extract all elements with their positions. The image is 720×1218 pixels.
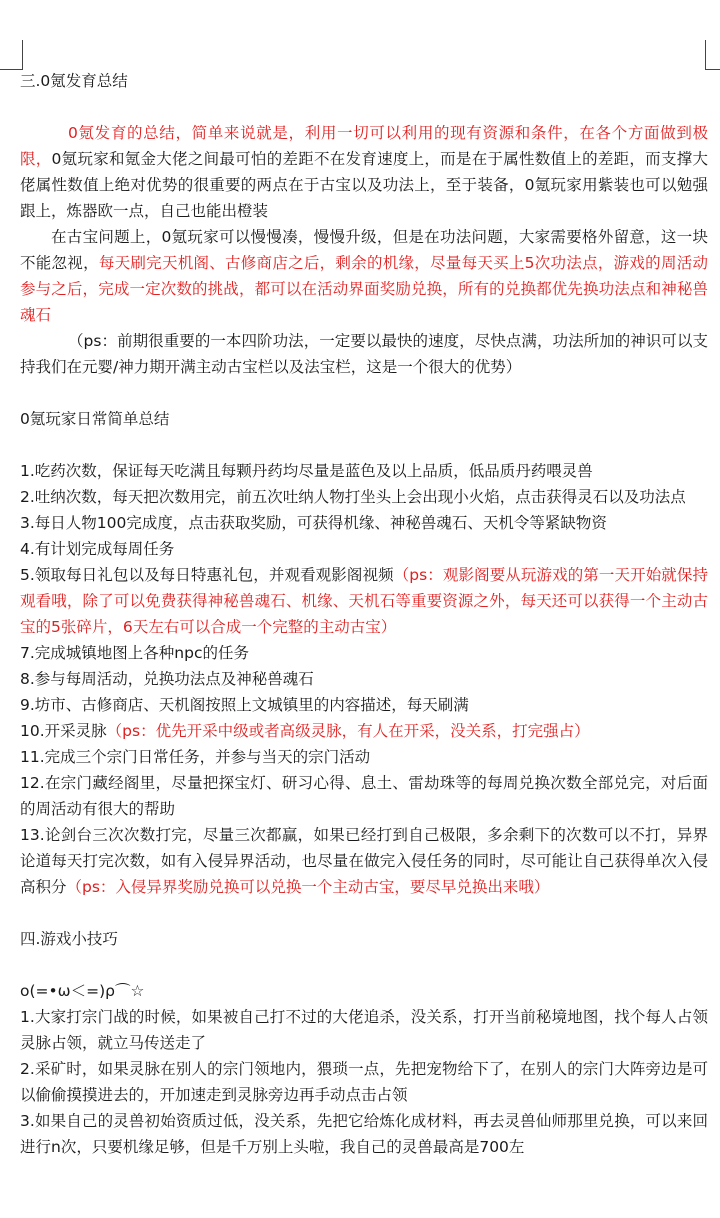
daily-task-item — [20, 536, 708, 562]
body-text: 12.在宗门藏经阁里，尽量把探宝灯、研习心得、息土、雷劫珠等的每周兑换次数全部兑完，对后面的周活动有很大的帮助 — [20, 774, 708, 818]
tip-item: 1.大家打宗门战的时候，如果被自己打不过的大佬追杀，没关系，打开当前秘境地图，找个每人占领灵脉占领，就立马传送走了 — [20, 1008, 708, 1052]
daily-task-item — [20, 666, 708, 692]
tip-item: 3.如果自己的灵兽初始资质过低，没关系，先把它给炼化成材料，再去灵兽仙师那里兑换，可以来回进行n次，只要机缘足够，但是千万别上头啦，我自己的灵兽最高是700左 — [20, 1112, 708, 1156]
kaomoji-line: o(=•ω＜=)ρ⌒☆ — [20, 982, 145, 1000]
body-text: 2.吐纳次数，每天把次数用完，前五次吐纳人物打坐头上会出现小火焰，点击获得灵石以及功法点 — [20, 488, 686, 506]
tip-item: 2.采矿时，如果灵脉在别人的宗门领地内，猥琐一点，先把宠物给下了，在别人的宗门大阵旁边是可以偷偷摸摸进去的，开加速走到灵脉旁边再手动点击占领 — [20, 1060, 708, 1104]
section-3-title: 三.0氪发育总结 — [20, 72, 128, 90]
body-text: 4.有计划完成每周任务 — [20, 540, 175, 558]
body-text: 7.完成城镇地图上各种npc的任务 — [20, 644, 249, 662]
body-text: 3.每日人物100完成度，点击获取奖励，可获得机缘、神秘兽魂石、天机令等紧缺物资 — [20, 514, 607, 532]
body-text: 0氪玩家和氪金大佬之间最可怕的差距不在发育速度上，而是在于属性数值上的差距，而支撑大佬属性数值上绝对优势的很重要的两点在于古宝以及功法上，至于装备，0氪玩家用紫装也可以勉强跟上，炼器欧一点，自己也能出橙装 — [20, 150, 708, 220]
highlight-text: （ps：优先开采中级或者高级灵脉，有人在开采，没关系，打完强占） — [106, 722, 590, 740]
body-text: 在古宝问题上，0氪玩家可以慢慢凑，慢慢升级，但是在功法问题，大家需要格外留意，这一块不能忽视， — [20, 228, 708, 272]
body-text: 13.论剑台三次次数打完，尽量三次都赢，如果已经打到自己极限，多余剩下的次数可以不打，异界论道每天打完次数，如有入侵异界活动，也尽量在做完入侵任务的同时，尽可能让自己获得单次入侵高积分 — [20, 826, 708, 896]
section-4-title: 四.游戏小技巧 — [20, 930, 118, 948]
section-3-paragraph-3: （ps：前期很重要的一本四阶功法，一定要以最快的速度，尽快点满，功法所加的神识可以支持我们在元婴/神力期开满主动古宝栏以及法宝栏，这是一个很大的优势） — [20, 332, 708, 376]
body-text: 8.参与每周活动，兑换功法点及神秘兽魂石 — [20, 670, 314, 688]
daily-summary-title: 0氪玩家日常简单总结 — [20, 410, 170, 428]
body-text: 10.开采灵脉 — [20, 722, 107, 740]
highlight-text: 每天刷完天机阁、古修商店之后，剩余的机缘，尽量每天买上5次功法点，游戏的周活动参与之后，完成一定次数的挑战，都可以在活动界面奖励兑换，所有的兑换都优先换功法点和神秘兽魂石 — [20, 254, 708, 324]
daily-task-item — [20, 562, 708, 640]
section-3-paragraph-1 — [20, 120, 708, 224]
highlight-text: （ps：观影阁要从玩游戏的第一天开始就保持观看哦，除了可以免费获得神秘兽魂石、机缘、天机石等重要资源之外，每天还可以获得一个主动古宝的5张碎片，6天左右可以合成一个完整的主动古宝） — [20, 566, 708, 636]
daily-task-item — [20, 822, 708, 900]
daily-task-list — [20, 458, 708, 900]
highlight-text: 0氪发育的总结，简单来说就是，利用一切可以利用的现有资源和条件，在各个方面做到极限， — [20, 124, 708, 168]
highlight-text: （ps：入侵异界奖励兑换可以兑换一个主动古宝，要尽早兑换出来哦） — [66, 878, 550, 896]
document-page — [20, 68, 708, 1160]
body-text: 11.完成三个宗门日常任务，并参与当天的宗门活动 — [20, 748, 371, 766]
daily-task-item — [20, 692, 708, 718]
crop-mark-top-left — [22, 40, 23, 70]
daily-task-item — [20, 640, 708, 666]
daily-task-item — [20, 484, 708, 510]
section-3-paragraph-2 — [20, 224, 708, 328]
crop-mark-top-right — [705, 40, 706, 70]
body-text: 5.领取每日礼包以及每日特惠礼包，并观看观影阁视频 — [20, 566, 394, 584]
body-text: 9.坊市、古修商店、天机阁按照上文城镇里的内容描述，每天刷满 — [20, 696, 469, 714]
tips-list — [20, 1004, 708, 1160]
daily-task-item — [20, 770, 708, 822]
daily-task-item — [20, 458, 708, 484]
body-text: 1.吃药次数，保证每天吃满且每颗丹药均尽量是蓝色及以上品质，低品质丹药喂灵兽 — [20, 462, 593, 480]
daily-task-item — [20, 510, 708, 536]
daily-task-item — [20, 718, 708, 744]
daily-task-item — [20, 744, 708, 770]
